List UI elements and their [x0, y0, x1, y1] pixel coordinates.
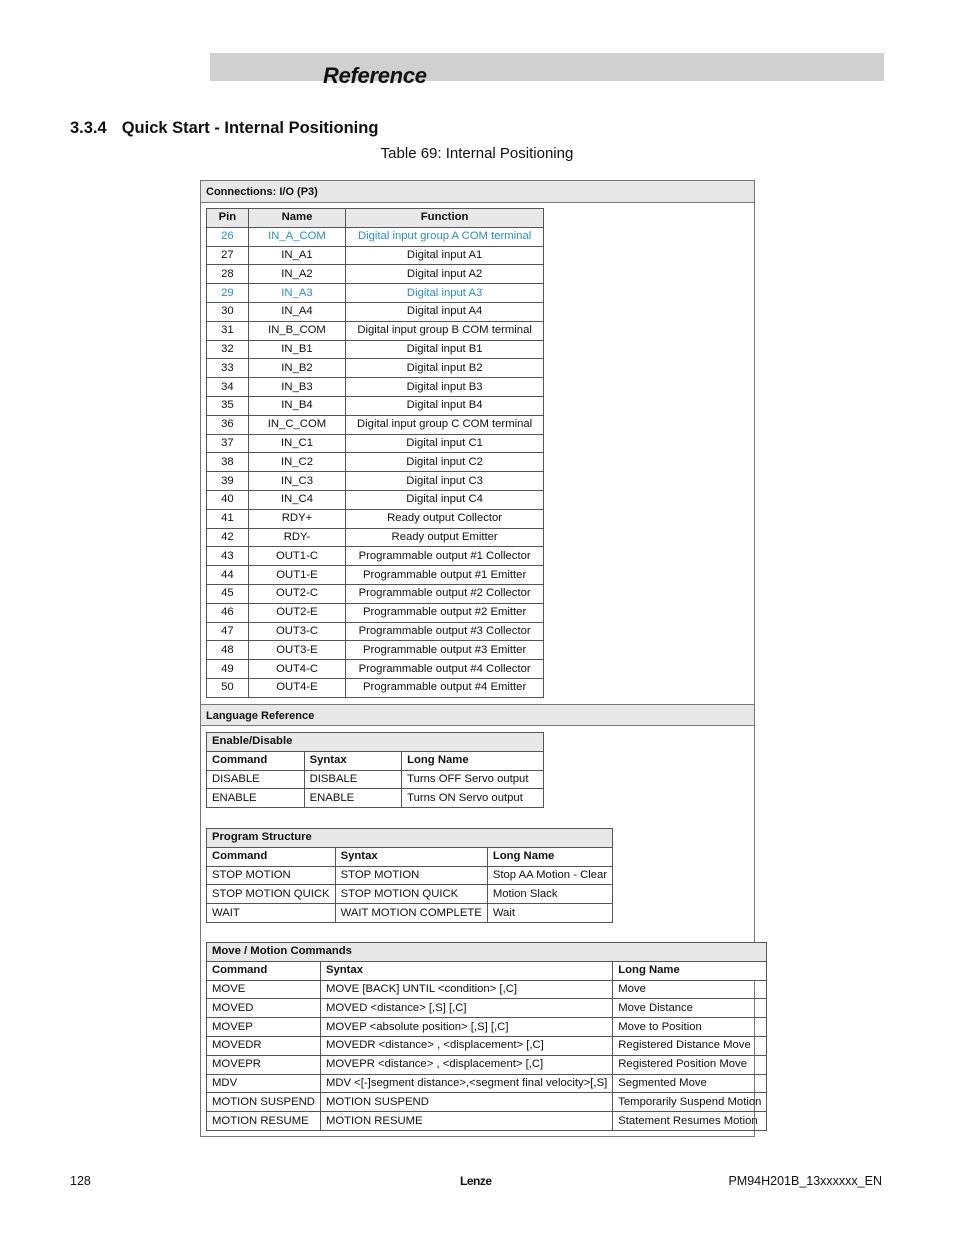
syntax-cell: MOVE [BACK] UNTIL <condition> [,C] [320, 980, 612, 999]
pin-row [207, 528, 544, 547]
pin-row [207, 660, 544, 679]
long-name-cell: Segmented Move [613, 1074, 767, 1093]
long-name-cell: Wait [487, 904, 612, 923]
pin-name: IN_C1 [248, 434, 345, 453]
pin-number: 30 [207, 302, 249, 321]
command-cell: DISABLE [207, 770, 305, 789]
pin-function: Programmable output #2 Emitter [346, 603, 544, 622]
pin-name: OUT1-C [248, 547, 345, 566]
pin-number: 49 [207, 660, 249, 679]
pin-number: 48 [207, 641, 249, 660]
command-cell: MOVEDR [207, 1036, 321, 1055]
syntax-cell: STOP MOTION [335, 866, 487, 885]
pin-name: OUT2-C [248, 584, 345, 603]
connections-header: Connections: I/O (P3) [201, 181, 754, 203]
pin-row [207, 434, 544, 453]
pin-function: Programmable output #2 Collector [346, 584, 544, 603]
program-structure-table [206, 828, 613, 923]
pin-number: 46 [207, 603, 249, 622]
subtable-header-row [207, 961, 767, 980]
pin-function: Digital input C3 [346, 472, 544, 491]
column-header-function: Function [346, 209, 544, 228]
document-id: PM94H201B_13xxxxxx_EN [728, 1174, 882, 1188]
column-header-command: Command [207, 751, 305, 770]
column-header-syntax: Syntax [304, 751, 402, 770]
command-row [207, 789, 544, 808]
table-caption: Table 69: Internal Positioning [380, 145, 574, 162]
section-title: Quick Start - Internal Positioning [121, 119, 379, 137]
command-row [207, 1018, 767, 1037]
command-cell: WAIT [207, 904, 336, 923]
column-header-long-name: Long Name [487, 847, 612, 866]
pin-number: 41 [207, 509, 249, 528]
pin-name: IN_C3 [248, 472, 345, 491]
command-row [207, 770, 544, 789]
command-cell: MDV [207, 1074, 321, 1093]
syntax-cell: MOVED <distance> [,S] [,C] [320, 999, 612, 1018]
column-header-name: Name [248, 209, 345, 228]
pin-name: OUT3-C [248, 622, 345, 641]
pin-row [207, 490, 544, 509]
pin-table-header [207, 209, 544, 228]
pin-row [207, 622, 544, 641]
pin-row [207, 453, 544, 472]
pin-name: OUT4-C [248, 660, 345, 679]
command-cell: STOP MOTION QUICK [207, 885, 336, 904]
pin-number: 35 [207, 396, 249, 415]
pin-number: 47 [207, 622, 249, 641]
pin-number: 29 [207, 284, 249, 303]
pin-row [207, 302, 544, 321]
pin-function: Digital input A2 [346, 265, 544, 284]
pin-row [207, 603, 544, 622]
pin-number: 33 [207, 359, 249, 378]
pin-number: 32 [207, 340, 249, 359]
command-row [207, 1055, 767, 1074]
column-header-pin: Pin [207, 209, 249, 228]
pin-row [207, 509, 544, 528]
pin-function: Ready output Collector [346, 509, 544, 528]
subtable-header-row [207, 751, 544, 770]
pin-name: IN_A1 [248, 246, 345, 265]
command-row [207, 1093, 767, 1112]
column-header-long-name: Long Name [402, 751, 544, 770]
command-cell: ENABLE [207, 789, 305, 808]
section-number: 3.3.4 [70, 119, 107, 137]
pin-number: 50 [207, 678, 249, 697]
command-cell: MOTION SUSPEND [207, 1093, 321, 1112]
pin-name: IN_B_COM [248, 321, 345, 340]
internal-positioning-table [200, 180, 762, 1137]
syntax-cell: STOP MOTION QUICK [335, 885, 487, 904]
pin-function: Digital input B2 [346, 359, 544, 378]
pin-row [207, 284, 544, 303]
command-row [207, 885, 613, 904]
long-name-cell: Turns ON Servo output [402, 789, 544, 808]
pin-name: OUT4-E [248, 678, 345, 697]
syntax-cell: DISBALE [304, 770, 402, 789]
pin-function: Digital input group C COM terminal [346, 415, 544, 434]
pin-name: IN_B2 [248, 359, 345, 378]
pin-function: Digital input group B COM terminal [346, 321, 544, 340]
pin-row [207, 321, 544, 340]
brand-logo: Lenze [460, 1174, 492, 1188]
pin-number: 26 [207, 227, 249, 246]
syntax-cell: MOVEPR <distance> , <displacement> [,C] [320, 1055, 612, 1074]
subtable-caption-row [207, 943, 767, 962]
pin-name: IN_C_COM [248, 415, 345, 434]
pin-name: OUT1-E [248, 566, 345, 585]
pin-row [207, 246, 544, 265]
subtable-caption-row [207, 829, 613, 848]
subtable-title: Enable/Disable [207, 733, 544, 752]
pin-number: 40 [207, 490, 249, 509]
syntax-cell: MOVEP <absolute position> [,S] [,C] [320, 1018, 612, 1037]
pin-number: 34 [207, 378, 249, 397]
pin-number: 31 [207, 321, 249, 340]
subtable-caption-row [207, 733, 544, 752]
long-name-cell: Motion Slack [487, 885, 612, 904]
pin-name: RDY- [248, 528, 345, 547]
pin-function: Digital input B1 [346, 340, 544, 359]
pin-function: Programmable output #1 Collector [346, 547, 544, 566]
pin-name: IN_C2 [248, 453, 345, 472]
long-name-cell: Turns OFF Servo output [402, 770, 544, 789]
pin-function: Programmable output #4 Collector [346, 660, 544, 679]
long-name-cell: Move to Position [613, 1018, 767, 1037]
pin-function: Programmable output #4 Emitter [346, 678, 544, 697]
pin-function: Digital input group A COM terminal [346, 227, 544, 246]
subtable-header-row [207, 847, 613, 866]
pin-number: 27 [207, 246, 249, 265]
pin-number: 36 [207, 415, 249, 434]
pin-name: IN_B1 [248, 340, 345, 359]
pin-row [207, 641, 544, 660]
command-cell: MOVEP [207, 1018, 321, 1037]
pin-row [207, 378, 544, 397]
long-name-cell: Temporarily Suspend Motion [613, 1093, 767, 1112]
pin-name: IN_A2 [248, 265, 345, 284]
column-header-command: Command [207, 847, 336, 866]
pin-row [207, 584, 544, 603]
pin-function: Programmable output #3 Emitter [346, 641, 544, 660]
pin-name: OUT3-E [248, 641, 345, 660]
pin-table [206, 208, 544, 698]
pin-number: 44 [207, 566, 249, 585]
long-name-cell: Statement Resumes Motion [613, 1112, 767, 1131]
pin-function: Digital input A1 [346, 246, 544, 265]
subtable-title: Program Structure [207, 829, 613, 848]
command-row [207, 866, 613, 885]
column-header-syntax: Syntax [335, 847, 487, 866]
page-header-title: Reference [323, 63, 427, 88]
syntax-cell: ENABLE [304, 789, 402, 808]
pin-function: Digital input C2 [346, 453, 544, 472]
pin-name: IN_A4 [248, 302, 345, 321]
column-header-syntax: Syntax [320, 961, 612, 980]
pin-row [207, 359, 544, 378]
pin-row [207, 547, 544, 566]
command-row [207, 980, 767, 999]
pin-function: Digital input C1 [346, 434, 544, 453]
long-name-cell: Registered Distance Move [613, 1036, 767, 1055]
pin-number: 37 [207, 434, 249, 453]
pin-function: Digital input C4 [346, 490, 544, 509]
move-motion-table [206, 942, 767, 1131]
command-row [207, 904, 613, 923]
pin-row [207, 340, 544, 359]
long-name-cell: Move Distance [613, 999, 767, 1018]
pin-function: Digital input A3 [346, 284, 544, 303]
command-row [207, 1074, 767, 1093]
command-cell: STOP MOTION [207, 866, 336, 885]
pin-name: IN_B4 [248, 396, 345, 415]
pin-row [207, 265, 544, 284]
pin-name: OUT2-E [248, 603, 345, 622]
pin-function: Programmable output #1 Emitter [346, 566, 544, 585]
pin-row [207, 566, 544, 585]
pin-name: IN_A_COM [248, 227, 345, 246]
pin-name: IN_B3 [248, 378, 345, 397]
syntax-cell: MOTION SUSPEND [320, 1093, 612, 1112]
language-reference-header: Language Reference [201, 704, 754, 726]
pin-number: 39 [207, 472, 249, 491]
syntax-cell: MDV <[-]segment distance>,<segment final velocity>[,S] [320, 1074, 612, 1093]
pin-number: 42 [207, 528, 249, 547]
pin-row [207, 678, 544, 697]
pin-number: 45 [207, 584, 249, 603]
pin-row [207, 396, 544, 415]
pin-number: 38 [207, 453, 249, 472]
syntax-cell: MOVEDR <distance> , <displacement> [,C] [320, 1036, 612, 1055]
pin-row [207, 227, 544, 246]
pin-function: Digital input A4 [346, 302, 544, 321]
command-row [207, 999, 767, 1018]
long-name-cell: Registered Position Move [613, 1055, 767, 1074]
pin-function: Ready output Emitter [346, 528, 544, 547]
pin-function: Digital input B3 [346, 378, 544, 397]
section-heading [70, 119, 378, 138]
command-cell: MOVE [207, 980, 321, 999]
command-row [207, 1112, 767, 1131]
long-name-cell: Stop AA Motion - Clear [487, 866, 612, 885]
pin-function: Digital input B4 [346, 396, 544, 415]
enable-disable-table [206, 732, 544, 808]
page-number: 128 [70, 1174, 91, 1188]
pin-row [207, 472, 544, 491]
command-cell: MOVED [207, 999, 321, 1018]
column-header-command: Command [207, 961, 321, 980]
pin-row [207, 415, 544, 434]
pin-name: IN_A3 [248, 284, 345, 303]
pin-name: IN_C4 [248, 490, 345, 509]
pin-function: Programmable output #3 Collector [346, 622, 544, 641]
long-name-cell: Move [613, 980, 767, 999]
pin-name: RDY+ [248, 509, 345, 528]
subtable-title: Move / Motion Commands [207, 943, 767, 962]
command-cell: MOVEPR [207, 1055, 321, 1074]
syntax-cell: MOTION RESUME [320, 1112, 612, 1131]
syntax-cell: WAIT MOTION COMPLETE [335, 904, 487, 923]
command-cell: MOTION RESUME [207, 1112, 321, 1131]
pin-number: 28 [207, 265, 249, 284]
header-bar [210, 53, 884, 81]
column-header-long-name: Long Name [613, 961, 767, 980]
pin-number: 43 [207, 547, 249, 566]
command-row [207, 1036, 767, 1055]
